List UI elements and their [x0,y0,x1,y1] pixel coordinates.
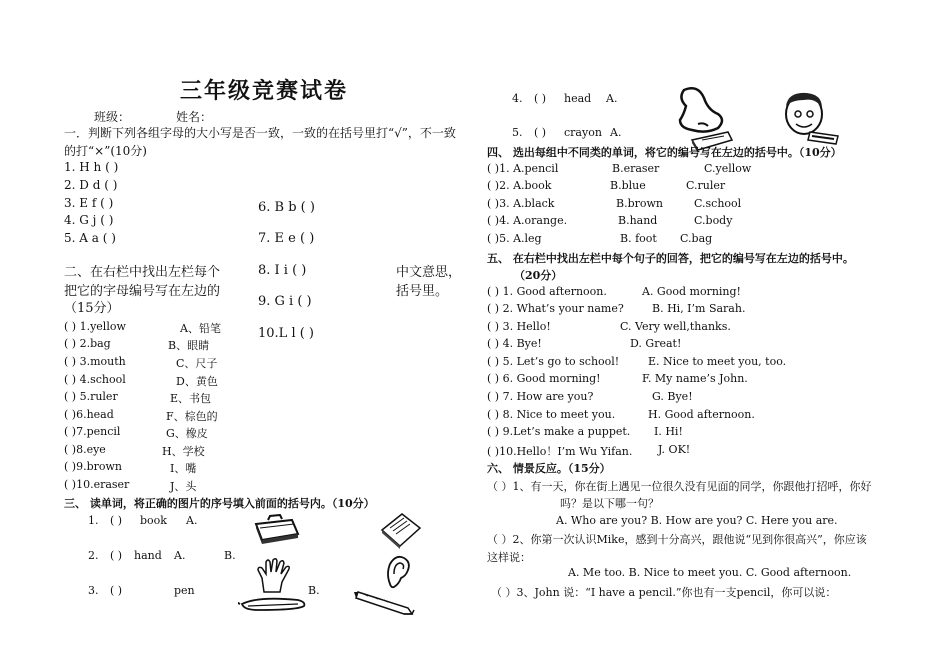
s6-question-1-line2: 吗？是以下哪一句？ [560,497,659,510]
s2-question-5: ( ) 5.ruler [64,390,118,403]
child-with-crayon-picture [776,90,840,146]
s3-item-2-option-a: A. [174,549,186,562]
s3-item-4-word: head [564,92,592,105]
s6-question-2-line2: 这样说： [487,551,531,564]
s5-question-2: ( ) 2. What’s your name? [487,302,624,315]
s5-answer-9: I. Hi! [654,425,683,438]
pen-picture [238,592,308,614]
s4-item-4-b: B.hand [618,214,658,227]
s2-answer-4: D、黄色 [176,375,218,388]
s3-item-5-num: 5. [512,126,523,139]
s1-item-8: 8. I i ( ) [258,263,307,278]
s2-answer-1: A、铅笔 [180,322,221,335]
s5-question-1: ( ) 1. Good afternoon. [487,285,607,298]
s5-question-7: ( ) 7. How are you? [487,390,594,403]
s5-answer-2: B. Hi, I’m Sarah. [652,302,746,315]
s5-question-9: ( ) 9.Let’s make a puppet. [487,425,631,438]
s4-item-5-b: B. foot [620,232,657,245]
s5-question-10: ( )10.Hello！I’m Wu Yifan. [487,445,633,458]
s3-item-1-paren: ( ) [110,514,123,527]
s3-item-2-num: 2. [88,549,99,562]
s4-item-3-a: ( )3. A.black [487,197,555,210]
s6-question-1-line1: （ ）1、有一天，你在街上遇见一位很久没有见面的同学，你跟他打招呼，你好 [487,480,872,493]
s6-question-1-options: A. Who are you? B. How are you? C. Here you are. [556,514,838,527]
s3-item-4-paren: ( ) [534,92,547,105]
s3-item-1-word: book [140,514,167,527]
s2-question-3: ( ) 3.mouth [64,355,126,368]
s4-item-4-c: C.body [694,214,733,227]
s3-item-1-num: 1. [88,514,99,527]
s2-answer-10: J、头 [170,480,197,493]
section-5-score: （20分） [514,269,563,282]
section-4-heading: 四、 选出每组中不同类的单词，将它的编号写在左边的括号中。（10分） [487,146,842,159]
s6-question-3-line1: （ ）3、John 说：“I have a pencil.”你也有一支pencil，你可以说： [491,586,837,599]
s4-item-3-b: B.brown [616,197,664,210]
s2-answer-9: I、嘴 [170,462,197,475]
s2-answer-3: C、尺子 [176,357,218,370]
s4-item-2-a: ( )2. A.book [487,179,552,192]
s1-item-5: 5. A a ( ) [64,231,116,245]
briefcase-picture [252,514,302,548]
s5-answer-6: F. My name’s John. [642,372,748,385]
s4-item-5-c: C.bag [680,232,713,245]
s3-item-2-option-b: B. [224,549,236,562]
section-2-heading-line2: 把它的字母编号写在左边的 [64,284,221,299]
s4-item-4-a: ( )4. A.orange. [487,214,568,227]
s3-item-4-num: 4. [512,92,523,105]
pencil-picture [354,586,428,616]
s4-item-2-c: C.ruler [686,179,726,192]
s4-item-1-c: C.yellow [704,162,752,175]
section-1-heading-line1: 一．判断下列各组字母的大小写是否一致，一致的在括号里打“√”，不一致 [64,126,456,140]
s5-answer-5: E. Nice to meet you, too. [648,355,787,368]
s2-answer-7: G、橡皮 [166,427,208,440]
s6-question-2-options: A. Me too. B. Nice to meet you. C. Good afternoon. [568,566,852,579]
section-2-aside-line1: 中文意思， [396,265,462,280]
s2-question-2: ( ) 2.bag [64,337,111,350]
s1-item-3: 3. E f ( ) [64,196,114,210]
s5-question-5: ( ) 5. Let’s go to school! [487,355,620,368]
s5-question-3: ( ) 3. Hello! [487,320,551,333]
s2-answer-6: F、棕色的 [166,410,218,423]
s3-item-3-word: pen [174,584,195,597]
s3-item-4-option-a: A. [606,92,618,105]
s2-answer-8: H、学校 [162,445,205,458]
s3-item-5-option-a: A. [610,126,622,139]
s3-item-1-option-a: A. [186,514,198,527]
s2-question-1: ( ) 1.yellow [64,320,126,333]
s1-item-2: 2. D d ( ) [64,178,118,192]
s2-question-8: ( )8.eye [64,443,106,456]
s1-item-10: 10.L l ( ) [258,326,315,341]
section-5-heading: 五、 在右栏中找出左栏中每个句子的回答，把它的编号写在左边的括号中。 [487,252,854,265]
s2-question-6: ( )6.head [64,408,114,421]
s3-item-5-paren: ( ) [534,126,547,139]
s3-item-2-paren: ( ) [110,549,123,562]
nose-picture [670,84,728,134]
s5-answer-7: G. Bye! [652,390,693,403]
section-1-heading-line2: 的打“×”(10分) [64,144,147,158]
section-2-aside-line2: 括号里。 [396,284,449,299]
s4-item-1-a: ( )1. A.pencil [487,162,559,175]
section-2-heading-line3: （15分） [64,301,120,316]
s5-answer-4: D. Great! [630,337,682,350]
class-label: 班级： [94,110,131,124]
s2-question-9: ( )9.brown [64,460,122,473]
s3-item-2-word: hand [134,549,162,562]
s5-question-6: ( ) 6. Good morning! [487,372,601,385]
section-2-heading-line1: 二、在右栏中找出左栏每个 [64,265,221,280]
s2-answer-2: B、眼睛 [168,339,210,352]
s2-question-4: ( ) 4.school [64,373,126,386]
s1-item-9: 9. G i ( ) [258,294,312,309]
section-3-heading: 三、 读单词，将正确的图片的序号填入前面的括号内。（10分） [64,497,375,510]
name-label: 姓名： [176,110,213,124]
book-picture [378,512,422,550]
s5-question-4: ( ) 4. Bye! [487,337,542,350]
s3-item-3-paren: ( ) [110,584,123,597]
s5-answer-10: J. OK! [658,443,691,456]
s3-item-5-word: crayon [564,126,602,139]
s3-item-3-num: 3. [88,584,99,597]
s1-item-6: 6. B b ( ) [258,200,315,215]
s4-item-2-b: B.blue [610,179,646,192]
s1-item-4: 4. G j ( ) [64,213,114,227]
s4-item-1-b: B.eraser [612,162,660,175]
s4-item-3-c: C.school [694,197,742,210]
s5-question-8: ( ) 8. Nice to meet you. [487,408,616,421]
s1-item-1: 1. H h ( ) [64,160,119,174]
hand-picture [256,556,296,594]
s6-question-2-line1: （ ）2、你第一次认识Mike，感到十分高兴，跟他说“见到你很高兴”，你应该 [487,533,867,546]
s2-answer-5: E、书包 [170,392,212,405]
s5-answer-3: C. Very well,thanks. [620,320,731,333]
section-6-heading: 六、 情景反应。（15分） [487,462,611,475]
s3-item-3-option-b: B. [308,584,320,597]
s1-item-7: 7. E e ( ) [258,231,315,246]
s2-question-10: ( )10.eraser [64,478,130,491]
page-title: 三年级竞赛试卷 [180,78,349,104]
s5-answer-8: H. Good afternoon. [648,408,755,421]
s4-item-5-a: ( )5. A.leg [487,232,542,245]
s5-answer-1: A. Good morning! [642,285,741,298]
ear-picture [384,554,412,590]
s2-question-7: ( )7.pencil [64,425,121,438]
